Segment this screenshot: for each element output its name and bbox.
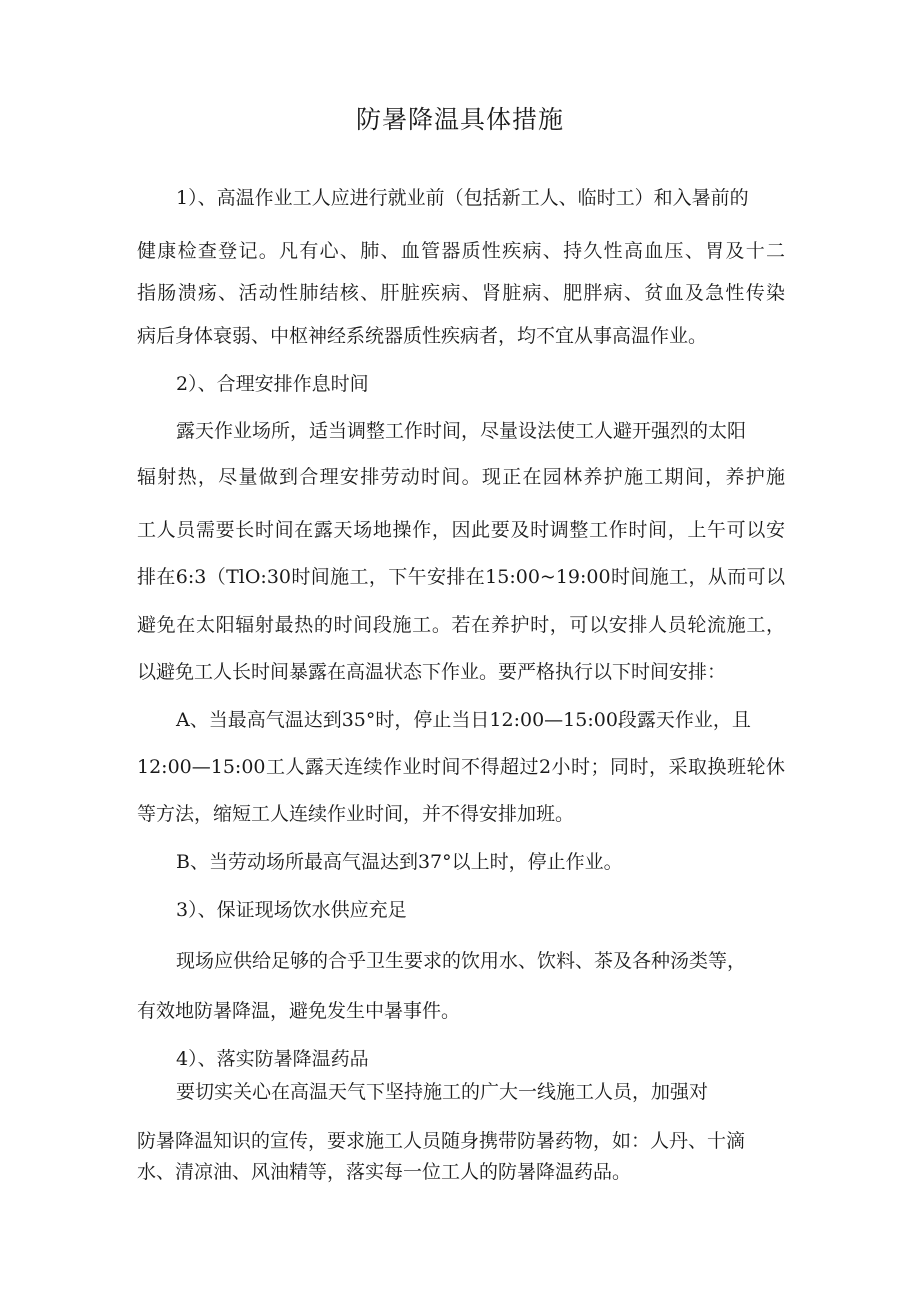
paragraph-line: A、当最高气温达到35°时，停止当日12:00—15:00段露天作业，且 <box>176 709 751 731</box>
paragraph-line: 1）、高温作业工人应进行就业前（包括新工人、临时工）和入暑前的 <box>176 187 749 209</box>
paragraph-line: 防暑降温知识的宣传，要求施工人员随身携带防暑药物，如：人丹、十滴 <box>137 1130 746 1152</box>
document-title: 防暑降温具体措施 <box>355 105 564 134</box>
section-heading: 4）、落实防暑降温药品 <box>176 1048 369 1070</box>
section-heading: 2）、合理安排作息时间 <box>176 373 369 395</box>
paragraph-line: 12:00—15:00工人露天连续作业时间不得超过2小时；同时，采取换班轮休 <box>137 756 785 778</box>
paragraph-line: 以避免工人长时间暴露在高温状态下作业。要严格执行以下时间安排： <box>137 661 727 683</box>
paragraph-line: B、当劳动场所最高气温达到37°以上时，停止作业。 <box>176 851 623 873</box>
paragraph-line: 健康检查登记。凡有心、肺、血管器质性疾病、持久性高血压、胃及十二 <box>137 240 785 262</box>
paragraph-line: 指肠溃疡、活动性肺结核、肝脏疾病、肾脏病、肥胖病、贫血及急性传染 <box>137 282 785 304</box>
paragraph-line: 现场应供给足够的合乎卫生要求的饮用水、饮料、茶及各种汤类等， <box>176 950 747 972</box>
section-heading: 3）、保证现场饮水供应充足 <box>176 899 407 921</box>
paragraph-line: 病后身体衰弱、中枢神经系统器质性疾病者，均不宜从事高温作业。 <box>137 325 708 347</box>
paragraph-line: 有效地防暑降温，避免发生中暑事件。 <box>137 1000 461 1022</box>
paragraph-line: 等方法，缩短工人连续作业时间，并不得安排加班。 <box>137 803 575 825</box>
paragraph-line: 排在6:3（TlO:30时间施工，下午安排在15:00~19:00时间施工，从而可以 <box>137 566 785 588</box>
paragraph-line: 避免在太阳辐射最热的时间段施工。若在养护时，可以安排人员轮流施工， <box>137 614 785 636</box>
paragraph-line: 要切实关心在高温天气下坚持施工的广大一线施工人员，加强对 <box>176 1081 709 1103</box>
paragraph-line: 水、清凉油、风油精等，落实每一位工人的防暑降温药品。 <box>137 1161 632 1183</box>
paragraph-line: 工人员需要长时间在露天场地操作，因此要及时调整工作时间，上午可以安 <box>137 519 785 541</box>
paragraph-line: 露天作业场所，适当调整工作时间，尽量设法使工人避开强烈的太阳 <box>176 420 747 442</box>
paragraph-line: 辐射热，尽量做到合理安排劳动时间。现正在园林养护施工期间，养护施 <box>137 466 785 488</box>
